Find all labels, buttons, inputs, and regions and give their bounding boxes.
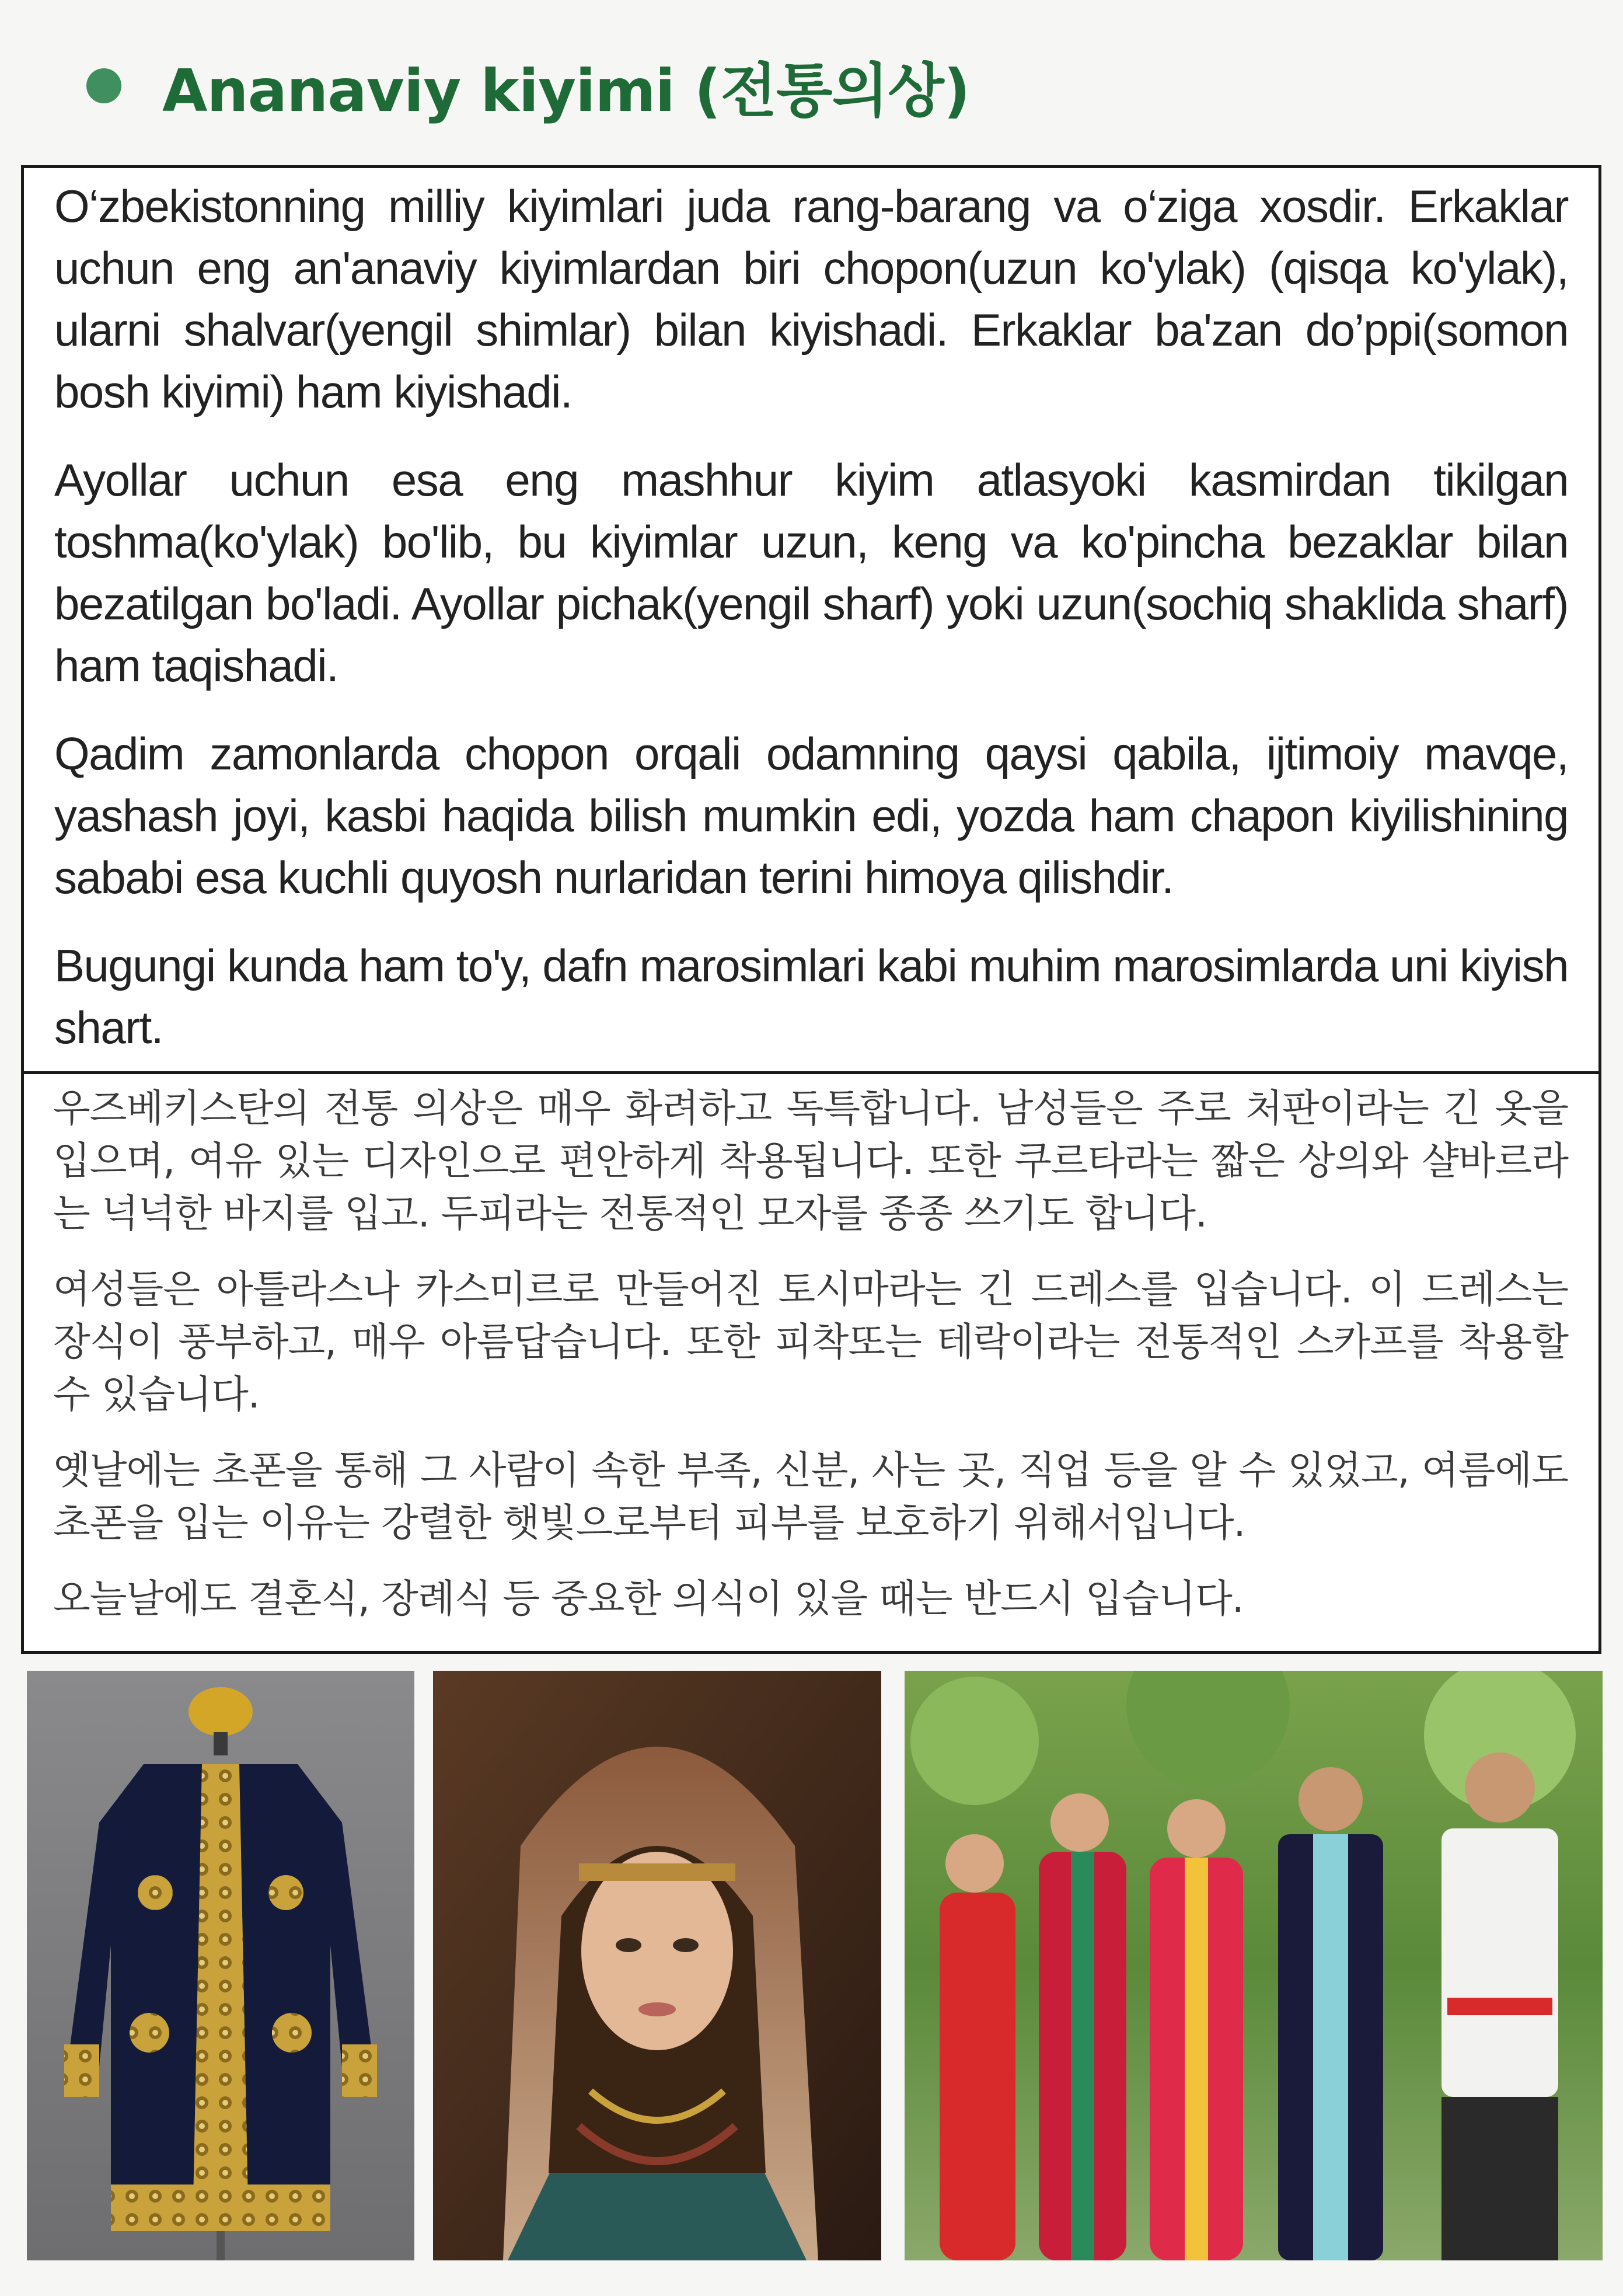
uzbek-text-box xyxy=(21,165,1601,1074)
woman-headscarf-photo xyxy=(433,1671,881,2260)
uzbek-paragraph-4: Bugungi kunda ham to'y, dafn marosimlari kabi muhim marosimlarda uni kiyish shart. xyxy=(54,940,1568,1053)
page-title: Ananaviy kiyimi (전통의상) xyxy=(162,57,970,125)
korean-paragraph-1: 우즈베키스탄의 전통 의상은 매우 화려하고 독특합니다. 남성들은 주로 처판이라는 긴 옷을 입으며, 여유 있는 디자인으로 편안하게 착용됩니다. 또한 쿠르타라는 짧은 상의와 샬바르라는 넉넉한 바지를 입고. 두피라는 전통적인 모자를 종종 쓰기도 합니다. xyxy=(53,1086,1568,1236)
bullet-dot-icon xyxy=(86,68,121,103)
korean-paragraph-3: 옛날에는 초폰을 통해 그 사람이 속한 부족, 신분, 사는 곳, 직업 등을 알 수 있었고, 여름에도 초폰을 입는 이유는 강렬한 햇빛으로부터 피부를 보호하기 위해서입니다. xyxy=(53,1448,1568,1545)
chopon-robe-photo xyxy=(27,1671,414,2260)
korean-paragraph-2: 여성들은 아틀라스나 카스미르로 만들어진 토시마라는 긴 드레스를 입습니다. 이 드레스는 장식이 풍부하고, 매우 아름답습니다. 또한 피착또는 테락이라는 전통적인 스카프를 착용할 수 있습니다. xyxy=(53,1267,1568,1417)
korean-text-box xyxy=(21,1071,1601,1654)
uzbek-paragraph-2: Ayollar uchun esa eng mashhur kiyim atlasyoki kasmirdan tikilgan toshma(ko'ylak) bo'lib, bu kiyimlar uzun, keng va ko'pincha bezaklar bilan bezatilgan bo'ladi. Ayollar pichak(yengil sharf) yoki uzun(sochiq shaklida sharf) ham taqishadi. xyxy=(54,454,1568,691)
korean-paragraph-4: 오늘날에도 결혼식, 장례식 등 중요한 의식이 있을 때는 반드시 입습니다. xyxy=(53,1576,1244,1621)
uzbek-paragraph-1: O‘zbekistonning milliy kiyimlari juda rang-barang va o‘ziga xosdir. Erkaklar uchun eng an'anaviy kiyimlardan biri chopon(uzun ko'ylak) (qisqa ko'ylak), ularni shalvar(yengil shimlar) bilan kiyishadi. Erkaklar ba'zan do’ppi(somon bosh kiyimi) ham kiyishadi. xyxy=(54,180,1568,417)
page-header xyxy=(86,42,970,130)
group-costumes-photo xyxy=(905,1671,1603,2260)
uzbek-paragraph-3: Qadim zamonlarda chopon orqali odamning qaysi qabila, ijtimoiy mavqe, yashash joyi, kasbi haqida bilish mumkin edi, yozda ham chapon kiyilishining sababi esa kuchli quyosh nurlaridan terini himoya qilishdir. xyxy=(54,728,1568,903)
